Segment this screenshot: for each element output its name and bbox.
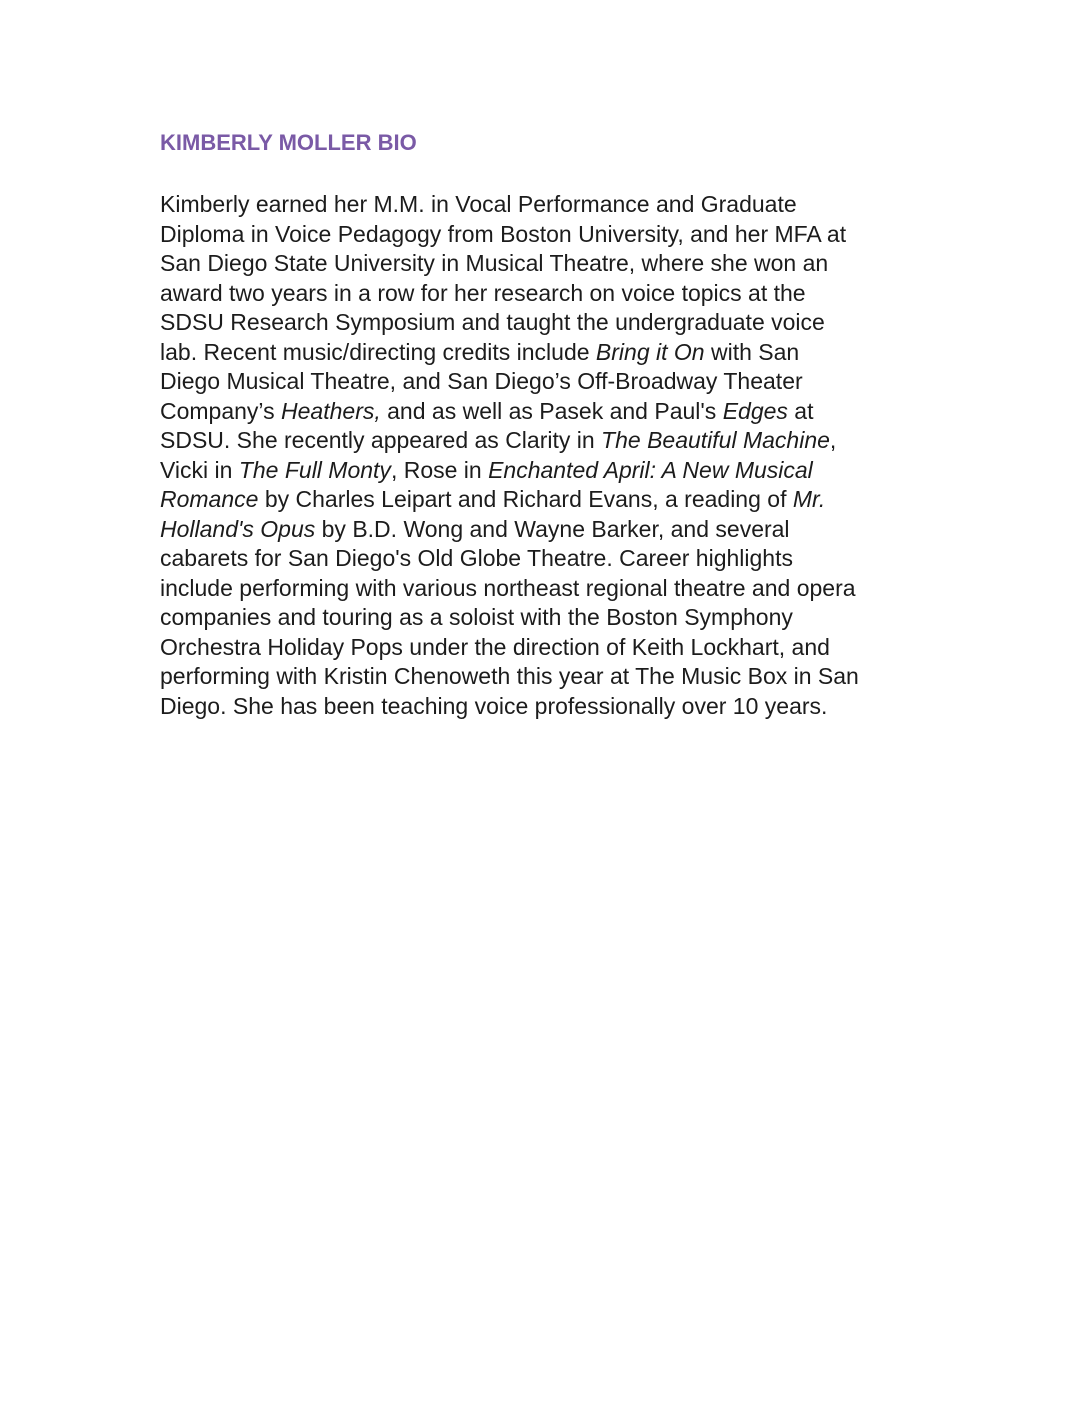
bio-line <box>160 190 940 220</box>
italic-title-text: Romance <box>160 486 259 512</box>
bio-line <box>160 485 940 515</box>
bio-text: cabarets for San Diego's Old Globe Theatre. Career highlights <box>160 545 793 571</box>
bio-line <box>160 249 940 279</box>
bio-text: Diego. She has been teaching voice professionally over 10 years. <box>160 692 828 719</box>
bio-line <box>160 338 940 368</box>
bio-line <box>160 279 940 309</box>
bio-text: Vicki in <box>160 456 239 483</box>
bio-line <box>160 367 940 397</box>
bio-line <box>160 456 940 486</box>
bio-text: SDSU Research Symposium and taught the undergraduate voice <box>160 309 825 335</box>
bio-line <box>160 603 940 633</box>
bio-text: by Charles Leipart and Richard Evans, a reading of <box>258 486 793 512</box>
bio-line <box>160 574 940 604</box>
bio-line <box>160 220 940 250</box>
italic-title-text: The Full Monty <box>238 456 391 483</box>
bio-line <box>160 692 940 722</box>
italic-title-text: Enchanted April: A New Musical <box>488 456 813 483</box>
bio-title: KIMBERLY MOLLER BIO <box>160 130 417 155</box>
bio-text: Kimberly earned her M.M. in Vocal Performance and Graduate <box>160 191 797 217</box>
bio-paragraph <box>160 190 940 721</box>
bio-text: performing with Kristin Chenoweth this year at The Music Box in San <box>160 663 859 689</box>
bio-line <box>160 662 940 692</box>
bio-text: , <box>829 427 837 453</box>
bio-text: , Rose in <box>390 456 489 483</box>
bio-text: with San <box>704 338 800 365</box>
bio-text: San Diego State University in Musical Theatre, where she won an <box>160 250 829 276</box>
bio-text: include performing with various northeast regional theatre and opera <box>160 574 856 601</box>
bio-line <box>160 308 940 338</box>
italic-title-text: Mr. <box>792 486 826 512</box>
bio-text: at <box>787 397 814 424</box>
bio-text: Diploma in Voice Pedagogy from Boston University, and her MFA at <box>160 220 847 247</box>
bio-line <box>160 633 940 663</box>
bio-text: award two years in a row for her research on voice topics at the <box>160 279 806 306</box>
bio-text: lab. Recent music/directing credits include <box>160 338 596 365</box>
italic-title-text: The Beautiful Machine <box>601 427 830 453</box>
italic-title-text: Holland's Opus <box>160 515 316 542</box>
bio-text: by B.D. Wong and Wayne Barker, and several <box>315 515 790 542</box>
bio-text: SDSU. She recently appeared as Clarity in <box>160 427 602 453</box>
bio-text: Company’s <box>160 397 282 424</box>
bio-line <box>160 544 940 574</box>
italic-title-text: Heathers, <box>281 397 381 424</box>
bio-text: companies and touring as a soloist with the Boston Symphony <box>160 604 793 630</box>
italic-title-text: Edges <box>722 397 788 424</box>
bio-line <box>160 397 940 427</box>
bio-text: and as well as Pasek and Paul's <box>380 397 723 424</box>
bio-text: Diego Musical Theatre, and San Diego’s Off-Broadway Theater <box>160 368 803 394</box>
bio-line <box>160 426 940 456</box>
italic-title-text: Bring it On <box>595 338 705 365</box>
bio-line <box>160 515 940 545</box>
bio-text: Orchestra Holiday Pops under the direction of Keith Lockhart, and <box>160 633 830 660</box>
